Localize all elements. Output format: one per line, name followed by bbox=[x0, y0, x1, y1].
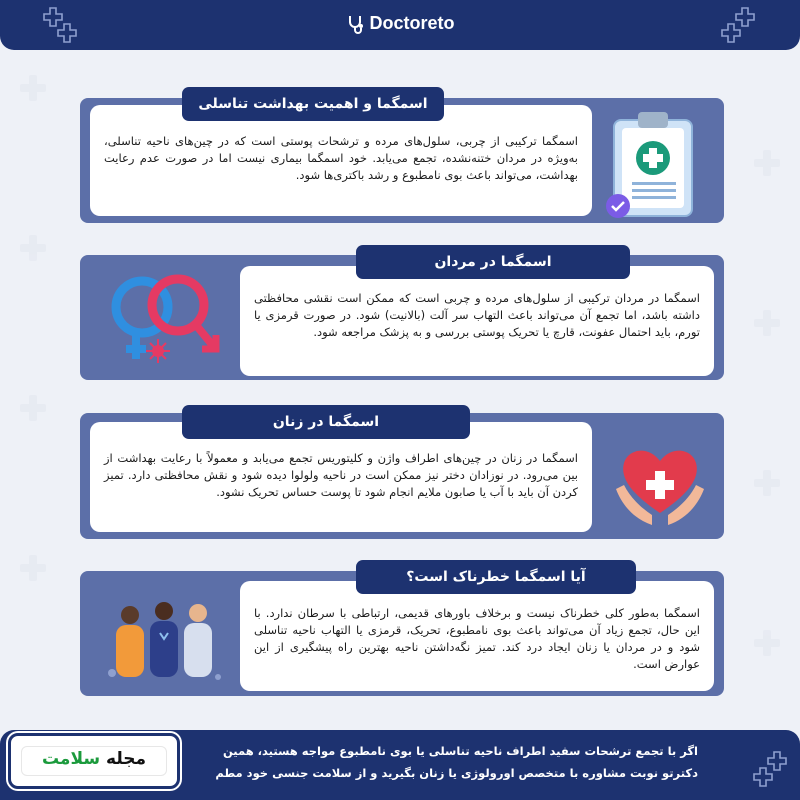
gender-symbols-icon bbox=[98, 267, 228, 371]
three-men-icon bbox=[100, 587, 230, 691]
heart-hands-icon bbox=[610, 433, 710, 537]
bg-cross-icon bbox=[20, 75, 46, 101]
bg-cross-icon bbox=[754, 630, 780, 656]
brand-logo bbox=[0, 13, 800, 34]
footer-line-1: اگر با تجمع ترشحات سفید اطراف ناحیه تناسلی یا بوی نامطبوع مواجه هستید، همین bbox=[222, 744, 698, 758]
section-body: اسمگما در مردان ترکیبی از سلول‌های مرده و چربی است که ممکن است نقشی محافظتی داشته باشد، اما تجمع آن می‌تواند باعث التهاب سر آلت (بالانیت) شود. در صورت قرمزی یا تورم، باید احتمال عفونت، قارچ یا تحریک پوستی بررسی و به پزشک مراجعه شود. bbox=[240, 266, 714, 376]
section-body: اسمگما به‌طور کلی خطرناک نیست و برخلاف باورهای قدیمی، ارتباطی با سرطان ندارد. با این حال، تجمع زیاد آن می‌تواند باعث بوی نامطبوع، تحریک، قرمزی یا التهاب ناحیه تناسلی شود و در مردان یا زنان ایجاد درد کند. تمیز نگه‌داشتن ناحیه بهترین راه پیشگیری از این عوارض است. bbox=[240, 581, 714, 691]
section-title: اسمگما و اهمیت بهداشت تناسلی bbox=[182, 87, 444, 121]
medical-cross-icon bbox=[752, 750, 792, 790]
badge-main-text: مجله bbox=[106, 749, 147, 769]
brand-name: Doctoreto bbox=[369, 13, 455, 33]
clipboard-medical-icon bbox=[600, 106, 710, 222]
badge-label bbox=[11, 749, 177, 769]
section-title: آیا اسمگما خطرناک است؟ bbox=[356, 560, 636, 594]
bg-cross-icon bbox=[20, 555, 46, 581]
magazine-badge bbox=[8, 733, 180, 789]
bg-cross-icon bbox=[754, 470, 780, 496]
section-body: اسمگما ترکیبی از چربی، سلول‌های مرده و ترشحات پوستی است که در چین‌های ناحیه تناسلی، به‌ویژه در مردان ختنه‌نشده، تجمع می‌یابد. خود اسمگما بیماری نیست اما در صورت عدم رعایت بهداشت، می‌تواند باعث بوی نامطبوع و رشد باکتری‌ها شود. bbox=[90, 105, 592, 216]
section-title: اسمگما در مردان bbox=[356, 245, 630, 279]
bg-cross-icon bbox=[20, 395, 46, 421]
medical-cross-icon bbox=[720, 6, 760, 46]
bg-cross-icon bbox=[20, 235, 46, 261]
badge-accent-text: سلامت bbox=[41, 749, 101, 769]
section-title: اسمگما در زنان bbox=[182, 405, 470, 439]
header-bar bbox=[0, 0, 800, 50]
footer-cta bbox=[98, 740, 698, 784]
footer-line-2: دکترتو نوبت مشاوره با متخصص اورولوژی یا زنان بگیرید و از سلامت جنسی خود مطم bbox=[215, 766, 698, 780]
section-body: اسمگما در زنان در چین‌های اطراف واژن و کلیتوریس تجمع می‌یابد و معمولاً با رعایت بهداشت از بین می‌رود. در نوزادان دختر نیز ممکن است در ناحیه ولولوا دیده شود و نقش محافظتی دارد. تمیز کردن آن باید با آب یا صابون ملایم انجام شود تا پوست حساس تحریک نشود. bbox=[90, 422, 592, 532]
bg-cross-icon bbox=[754, 310, 780, 336]
stethoscope-icon bbox=[346, 14, 366, 34]
bg-cross-icon bbox=[754, 150, 780, 176]
